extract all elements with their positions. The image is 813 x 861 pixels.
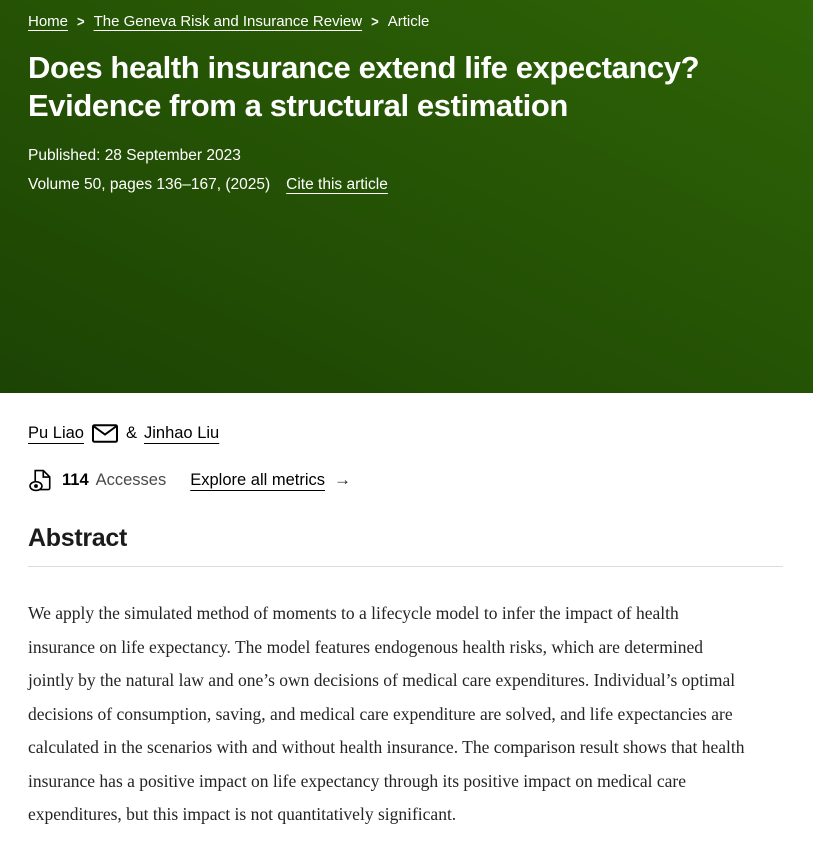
volume-pages-line: [28, 175, 783, 195]
accesses-count: 114: [62, 470, 89, 489]
volume-pages-text: Volume 50, pages 136–167, (2025): [28, 176, 271, 193]
breadcrumb-current-article: Article: [387, 13, 430, 30]
article-hero-banner: [0, 0, 813, 393]
article-content: [0, 422, 813, 832]
abstract-heading: Abstract: [28, 524, 128, 552]
author-link-jinhao-liu[interactable]: Jinhao Liu: [143, 424, 220, 442]
breadcrumb: [28, 12, 783, 32]
abstract-divider: [28, 566, 783, 567]
breadcrumb-link-home[interactable]: Home: [28, 13, 69, 30]
authors-ampersand: &: [125, 424, 137, 442]
article-title: Does health insurance extend life expectancy? Evidence from a structural estimation: [28, 50, 700, 123]
breadcrumb-separator-icon: >: [371, 12, 379, 31]
cite-this-article-link[interactable]: Cite this article: [286, 176, 388, 193]
explore-all-metrics-link[interactable]: Explore all metrics: [190, 470, 326, 489]
authors-row: [28, 422, 783, 444]
right-arrow-icon: →: [334, 470, 352, 489]
metrics-row: [28, 468, 783, 492]
author-link-pu-liao[interactable]: Pu Liao: [28, 424, 84, 442]
email-envelope-icon[interactable]: [92, 424, 118, 443]
accesses-label: Accesses: [95, 470, 167, 489]
abstract-paragraph: We apply the simulated method of moments to a lifecycle model to infer the impact of health insurance on life expectancy. The model features endogenous health risks, which are determined jointly by the natural law and one’s own decisions of medical care expenditures. Individual’s optimal decisions of consumption, saving, and medical care expenditure are solved, and life expectancies are calculated in the scenarios with and without health insurance. The comparison result shows that health insurance has a positive impact on life expectancy through its positive impact on medical care expenditures, but this impact is not quantitatively significant.: [28, 603, 745, 824]
published-date: Published: 28 September 2023: [28, 147, 241, 164]
accesses-document-eye-icon: [28, 468, 53, 492]
breadcrumb-separator-icon: >: [77, 12, 85, 31]
breadcrumb-link-journal[interactable]: The Geneva Risk and Insurance Review: [93, 13, 363, 30]
